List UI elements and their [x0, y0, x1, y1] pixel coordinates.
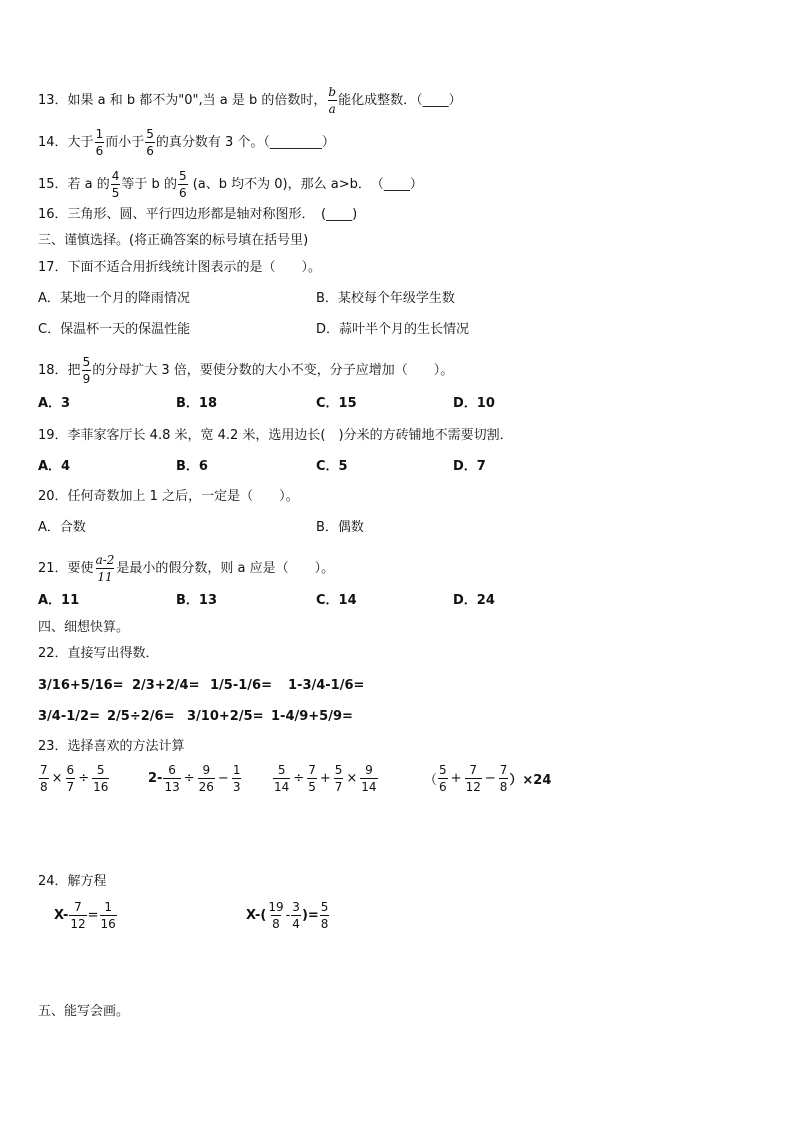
fraction: $\frac{5}{16}$ — [93, 763, 109, 794]
fraction: $\frac{3}{4}$ — [292, 900, 300, 931]
option-a[interactable]: A．11 — [38, 593, 80, 608]
option-b[interactable]: B．13 — [176, 593, 217, 608]
option-b[interactable]: B．某校每个年级学生数 — [316, 291, 455, 306]
calc-item: 1-3/4-1/6= — [288, 678, 365, 693]
question-23: 23．选择喜欢的方法计算 — [38, 739, 185, 754]
question-number: 21． — [38, 561, 68, 576]
option-d[interactable]: D．蒜叶半个月的生长情况 — [316, 322, 470, 337]
question-text: 的分母扩大 3 倍，要使分数的大小不变，分子应增加（ ）。 — [92, 363, 454, 378]
question-text: 的真分数有 3 个。（________） — [155, 135, 335, 150]
question-22: 22．直接写出得数． — [38, 646, 159, 661]
question-text: 若 a 的 — [67, 177, 110, 192]
question-18 — [38, 356, 453, 385]
question-14 — [38, 128, 335, 157]
question-17: 17．下面不适合用折线统计图表示的是（ ）。 — [38, 260, 322, 275]
equation-1: X- $\frac{7}{12}$ = $\frac{1}{16}$ — [54, 900, 116, 931]
fraction: $\frac{a-2}{11}$ — [95, 553, 115, 584]
option-a[interactable]: A．4 — [38, 459, 71, 474]
option-a[interactable]: A．某地一个月的降雨情况 — [38, 291, 190, 306]
option-c[interactable]: C．14 — [316, 593, 357, 608]
question-15 — [38, 170, 423, 199]
option-d[interactable]: D．7 — [453, 459, 486, 474]
fraction: $\frac{7}{12}$ — [465, 763, 481, 794]
fraction: $\frac{5}{14}$ — [274, 763, 290, 794]
fraction: $\frac{b}{a}$ — [328, 85, 337, 116]
question-19: 19．李菲家客厅长 4.8 米，宽 4.2 米，选用边长( )分米的方砖铺地不需要切割． — [38, 428, 513, 443]
option-d[interactable]: D．24 — [453, 593, 495, 608]
option-b[interactable]: B．6 — [176, 459, 208, 474]
question-24: 24．解方程 — [38, 874, 107, 889]
fraction: $\frac{5}{6}$ — [439, 763, 447, 794]
question-text: 大于 — [67, 135, 94, 150]
question-text: 是最小的假分数，则 a 应是（ ）。 — [116, 561, 335, 576]
expression-1: $\frac{7}{8}$ × $\frac{6}{7}$ ÷ $\frac{5}{16}$ — [40, 763, 109, 794]
option-a[interactable]: A．合数 — [38, 520, 86, 535]
question-21 — [38, 554, 334, 583]
equation-2: X-( $\frac{19}{8}$ - $\frac{3}{4}$ )= $\frac{5}{8}$ — [246, 900, 329, 931]
question-text: (a、b 均不为 0)，那么 a>b． （____） — [188, 177, 423, 192]
question-number: 18． — [38, 363, 68, 378]
fraction: $\frac{5}{6}$ — [146, 127, 154, 158]
option-c[interactable]: C．保温杯一天的保温性能 — [38, 322, 191, 337]
section-heading: 四、细想快算。 — [38, 620, 130, 635]
fraction: $\frac{5}{7}$ — [334, 763, 343, 794]
question-text: 把 — [67, 363, 81, 378]
question-number: 14． — [38, 135, 68, 150]
fraction: $\frac{7}{5}$ — [308, 763, 316, 794]
fraction: $\frac{1}{3}$ — [232, 763, 241, 794]
calc-item: 3/4-1/2= — [38, 709, 100, 724]
question-number: 13． — [38, 93, 68, 108]
expression-3: $\frac{5}{14}$ ÷ $\frac{7}{5}$ + $\frac{5}{7}$ × $\frac{9}{14}$ — [274, 763, 377, 794]
question-text: 而小于 — [105, 135, 145, 150]
question-text: 等于 b 的 — [121, 177, 177, 192]
fraction: $\frac{5}{9}$ — [82, 355, 91, 386]
fraction: $\frac{6}{7}$ — [66, 763, 75, 794]
option-a[interactable]: A．3 — [38, 396, 71, 411]
fraction: $\frac{6}{13}$ — [164, 763, 180, 794]
section-heading: 三、谨慎选择。(将正确答案的标号填在括号里) — [38, 233, 309, 248]
answer-blank[interactable]: （____） — [416, 93, 462, 108]
fraction: $\frac{5}{6}$ — [178, 169, 187, 200]
fraction: $\frac{7}{12}$ — [70, 900, 86, 931]
question-text: 如果 a 和 b 都不为"0",当 a 是 b 的倍数时， — [67, 93, 327, 108]
question-20: 20．任何奇数加上 1 之后，一定是（ ）。 — [38, 489, 299, 504]
expression-2: 2- $\frac{6}{13}$ ÷ $\frac{9}{26}$ − $\frac{1}{3}$ — [148, 763, 241, 794]
calc-item: 3/16+5/16= — [38, 678, 124, 693]
fraction: $\frac{1}{16}$ — [100, 900, 116, 931]
section-heading: 五、能写会画。 — [38, 1004, 130, 1019]
calc-item: 1/5-1/6= — [210, 678, 272, 693]
calc-item: 2/5÷2/6= — [107, 709, 175, 724]
question-number: 15． — [38, 177, 68, 192]
expression-4: （ $\frac{5}{6}$ + $\frac{7}{12}$ − $\frac{7}{8}$ ）×24 — [424, 763, 552, 794]
fraction: $\frac{9}{14}$ — [361, 763, 377, 794]
option-b[interactable]: B．18 — [176, 396, 217, 411]
fraction: $\frac{4}{5}$ — [111, 169, 120, 200]
option-d[interactable]: D．10 — [453, 396, 495, 411]
fraction: $\frac{19}{8}$ — [268, 900, 284, 931]
fraction: $\frac{7}{8}$ — [40, 763, 48, 794]
calc-item: 2/3+2/4= — [132, 678, 200, 693]
option-b[interactable]: B．偶数 — [316, 520, 364, 535]
question-13 — [38, 86, 462, 115]
fraction: $\frac{5}{8}$ — [320, 900, 329, 931]
question-text: 能化成整数． — [338, 93, 417, 108]
option-c[interactable]: C．5 — [316, 459, 348, 474]
calc-item: 3/10+2/5= — [187, 709, 264, 724]
fraction: $\frac{1}{6}$ — [95, 127, 104, 158]
question-text: 要使 — [67, 561, 94, 576]
calc-item: 1-4/9+5/9= — [271, 709, 353, 724]
fraction: $\frac{9}{26}$ — [198, 763, 214, 794]
option-c[interactable]: C．15 — [316, 396, 357, 411]
question-16: 16．三角形、圆、平行四边形都是轴对称图形． (____) — [38, 207, 358, 222]
fraction: $\frac{7}{8}$ — [499, 763, 508, 794]
